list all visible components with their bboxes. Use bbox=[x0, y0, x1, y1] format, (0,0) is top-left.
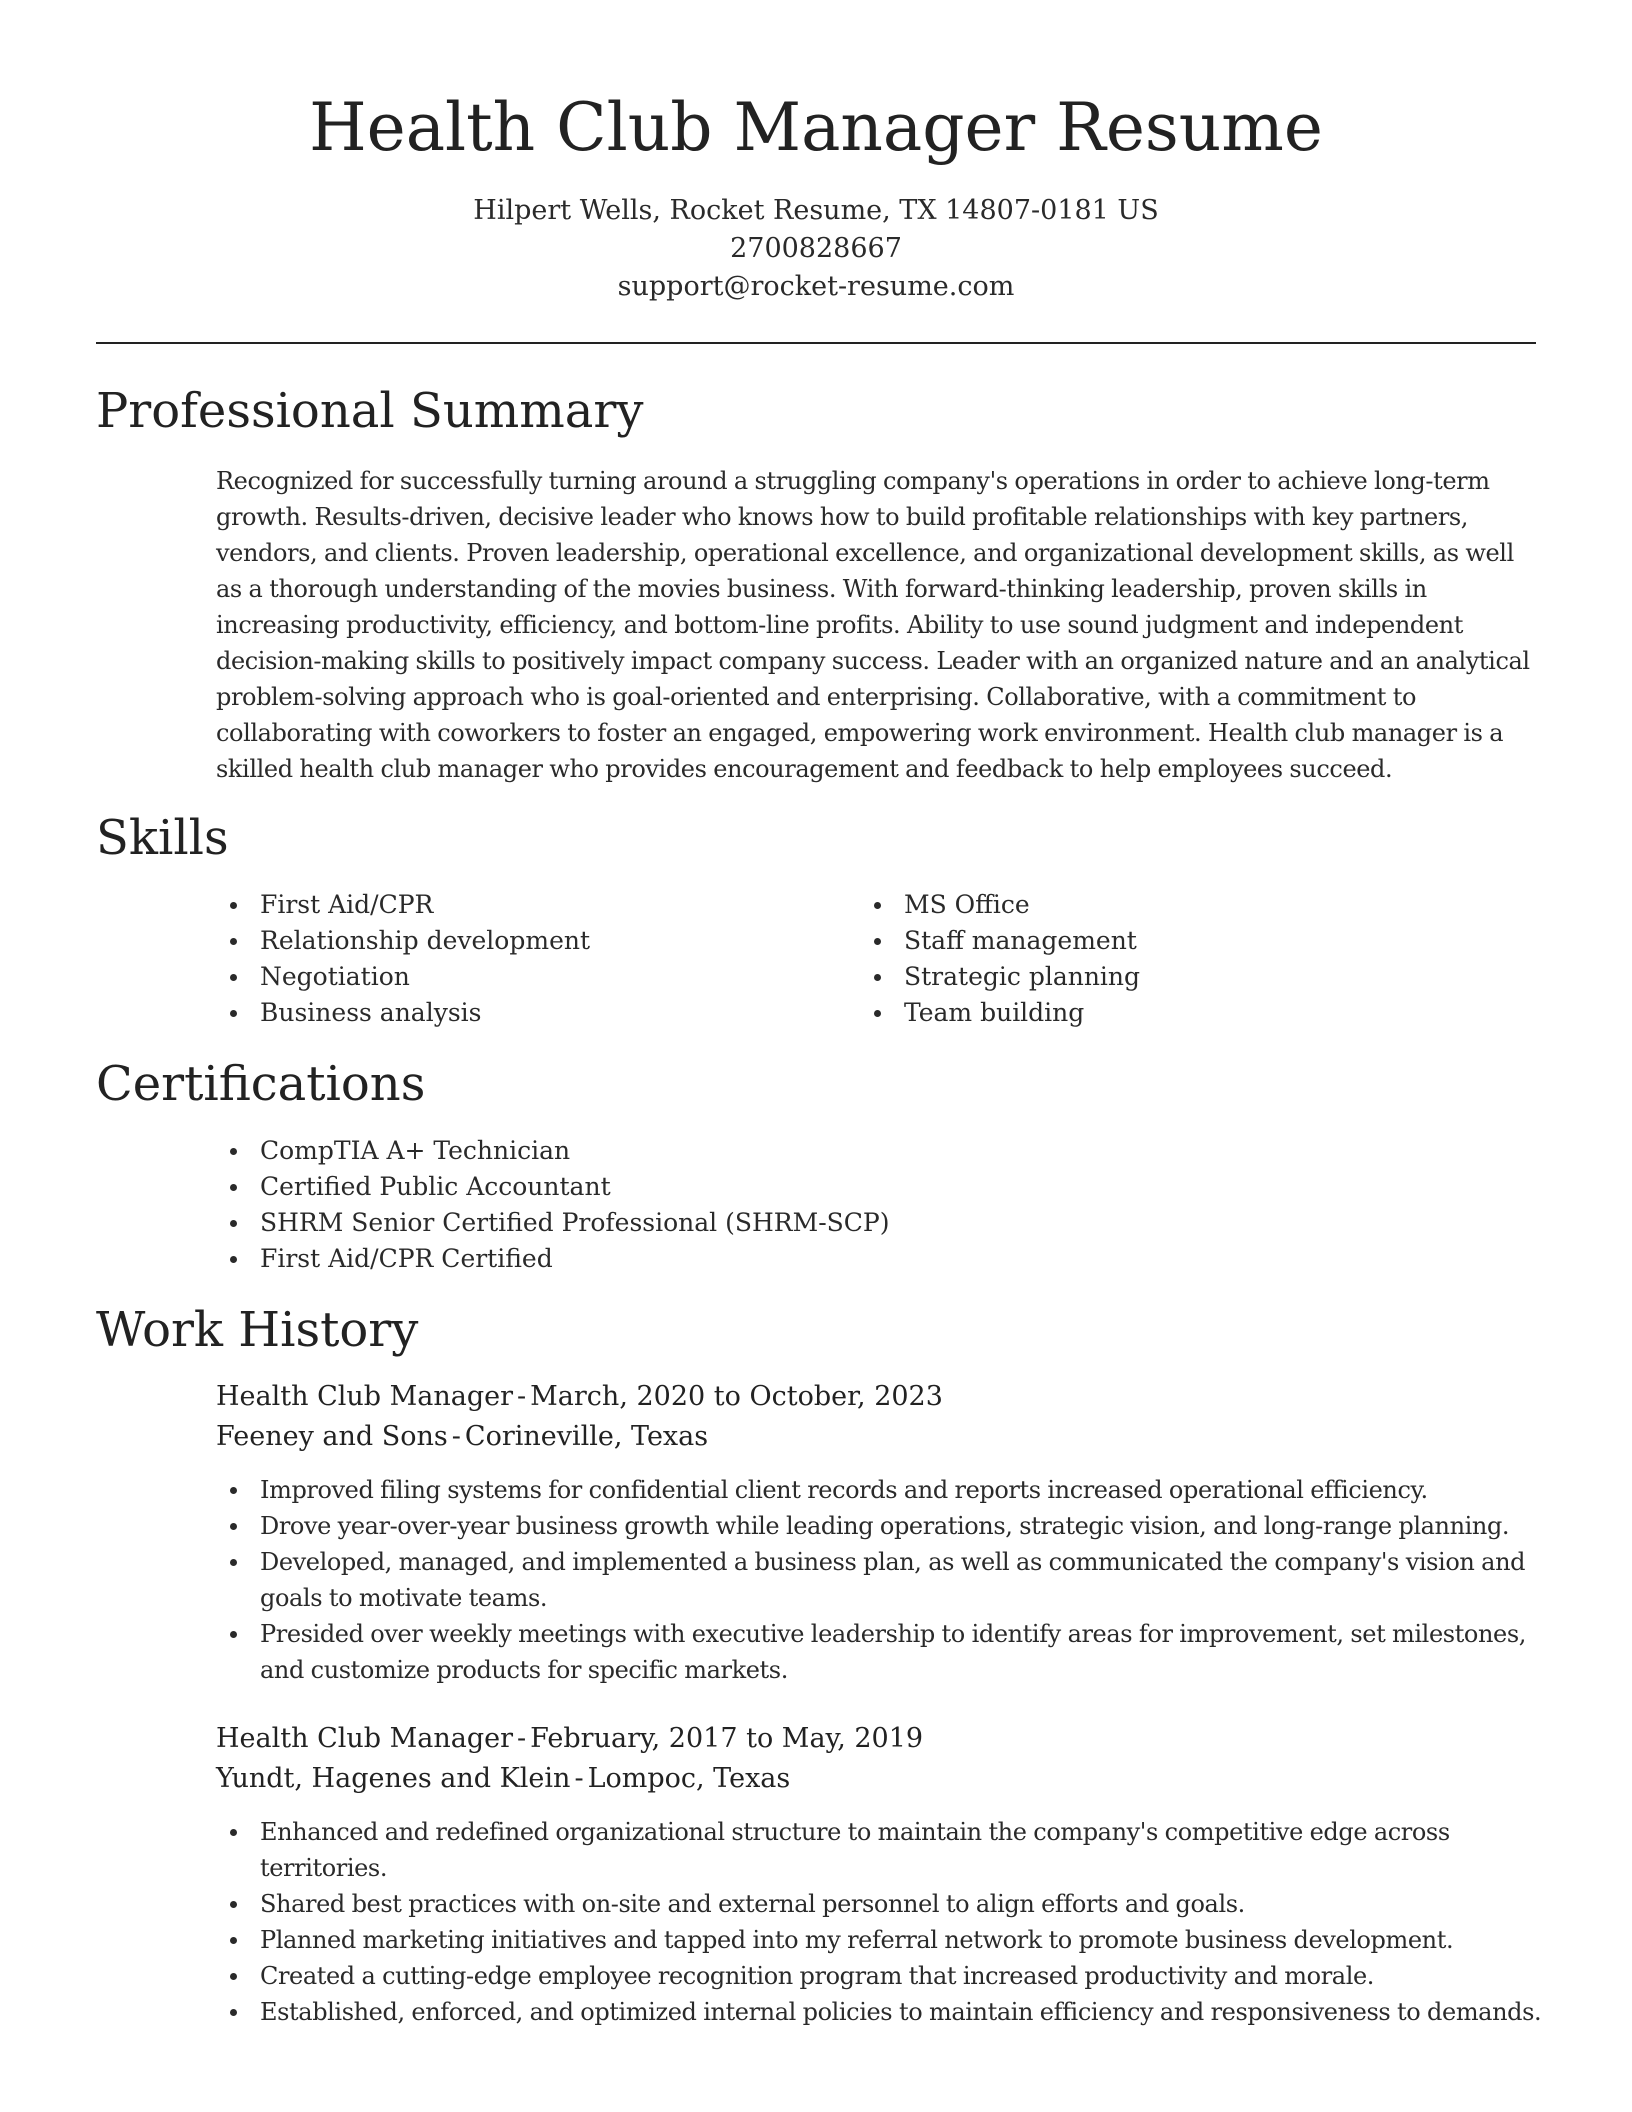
job-company-line bbox=[216, 1759, 790, 1799]
job-title: Health Club Manager bbox=[216, 1723, 514, 1754]
certification-item: SHRM Senior Certified Professional (SHRM-SCP) bbox=[216, 1205, 890, 1241]
skills-list-right bbox=[860, 887, 1140, 1031]
skill-item: Team building bbox=[860, 995, 1140, 1031]
job-bullet: Drove year-over-year business growth while leading operations, strategic vision, and long-range planning. bbox=[216, 1508, 1546, 1544]
certification-item: Certified Public Accountant bbox=[216, 1169, 890, 1205]
skill-item: Staff management bbox=[860, 923, 1140, 959]
skill-item: First Aid/CPR bbox=[216, 887, 590, 923]
job-separator: - bbox=[451, 1421, 461, 1452]
job-company: Yundt, Hagenes and Klein bbox=[216, 1763, 571, 1794]
skill-item: Strategic planning bbox=[860, 959, 1140, 995]
job-bullets bbox=[216, 1814, 1546, 2030]
job-bullet: Created a cutting-edge employee recognition program that increased productivity and morale. bbox=[216, 1958, 1546, 1994]
job-bullet: Established, enforced, and optimized internal policies to maintain efficiency and responsiveness to demands. bbox=[216, 1994, 1546, 2030]
certifications-heading: Certifications bbox=[96, 1056, 426, 1112]
job-location: Corineville, Texas bbox=[464, 1421, 709, 1452]
header-divider bbox=[96, 342, 1536, 344]
skill-item: MS Office bbox=[860, 887, 1140, 923]
job-title-line bbox=[216, 1719, 923, 1759]
job-company: Feeney and Sons bbox=[216, 1421, 448, 1452]
contact-block bbox=[0, 192, 1632, 306]
page-title: Health Club Manager Resume bbox=[309, 89, 1323, 166]
job-title-line bbox=[216, 1377, 943, 1417]
job-bullet: Enhanced and redefined organizational structure to maintain the company's competitive edge across territories. bbox=[216, 1814, 1546, 1886]
job-bullets bbox=[216, 1472, 1546, 1688]
job-separator: - bbox=[517, 1723, 527, 1754]
job-bullet: Presided over weekly meetings with executive leadership to identify areas for improvement, set milestones, and customize products for specific markets. bbox=[216, 1616, 1546, 1688]
certifications-list bbox=[216, 1133, 890, 1277]
job-separator: - bbox=[517, 1381, 527, 1412]
contact-email: support@rocket-resume.com bbox=[617, 271, 1015, 302]
certification-item: First Aid/CPR Certified bbox=[216, 1241, 890, 1277]
skills-heading: Skills bbox=[96, 810, 229, 866]
summary-text: Recognized for successfully turning around a struggling company's operations in order to achieve long-term growth. Results-driven, decisive leader who knows how to build profitable relationships with key partners, vendors, and clients. Proven leadership, operational excellence, and organizational development skills, as well as a thorough understanding of the movies business. With forward-thinking leadership, proven skills in increasing productivity, efficiency, and bottom-line profits. Ability to use sound judgment and independent decision-making skills to positively impact company success. Leader with an organized nature and an analytical problem-solving approach who is goal-oriented and enterprising. Collaborative, with a commitment to collaborating with coworkers to foster an engaged, empowering work environment. Health club manager is a skilled health club manager who provides encouragement and feedback to help employees succeed. bbox=[216, 467, 1530, 783]
summary-heading: Professional Summary bbox=[96, 383, 644, 439]
skill-item: Negotiation bbox=[216, 959, 590, 995]
contact-address: Hilpert Wells, Rocket Resume, TX 14807-0181 US bbox=[473, 195, 1159, 226]
certification-item: CompTIA A+ Technician bbox=[216, 1133, 890, 1169]
job-company-line bbox=[216, 1417, 708, 1457]
skill-item: Business analysis bbox=[216, 995, 590, 1031]
job-bullet: Improved filing systems for confidential client records and reports increased operational efficiency. bbox=[216, 1472, 1546, 1508]
job-separator: - bbox=[574, 1763, 584, 1794]
skills-list-left bbox=[216, 887, 590, 1031]
job-bullet: Planned marketing initiatives and tapped into my referral network to promote business development. bbox=[216, 1922, 1546, 1958]
job-dates: March, 2020 to October, 2023 bbox=[530, 1381, 943, 1412]
job-location: Lompoc, Texas bbox=[587, 1763, 791, 1794]
skill-item: Relationship development bbox=[216, 923, 590, 959]
job-bullet: Developed, managed, and implemented a business plan, as well as communicated the company's vision and goals to motivate teams. bbox=[216, 1544, 1546, 1616]
job-bullet: Shared best practices with on-site and external personnel to align efforts and goals. bbox=[216, 1886, 1546, 1922]
job-dates: February, 2017 to May, 2019 bbox=[530, 1723, 924, 1754]
work-history-heading: Work History bbox=[96, 1302, 419, 1358]
contact-phone: 2700828667 bbox=[730, 233, 902, 264]
job-title: Health Club Manager bbox=[216, 1381, 514, 1412]
